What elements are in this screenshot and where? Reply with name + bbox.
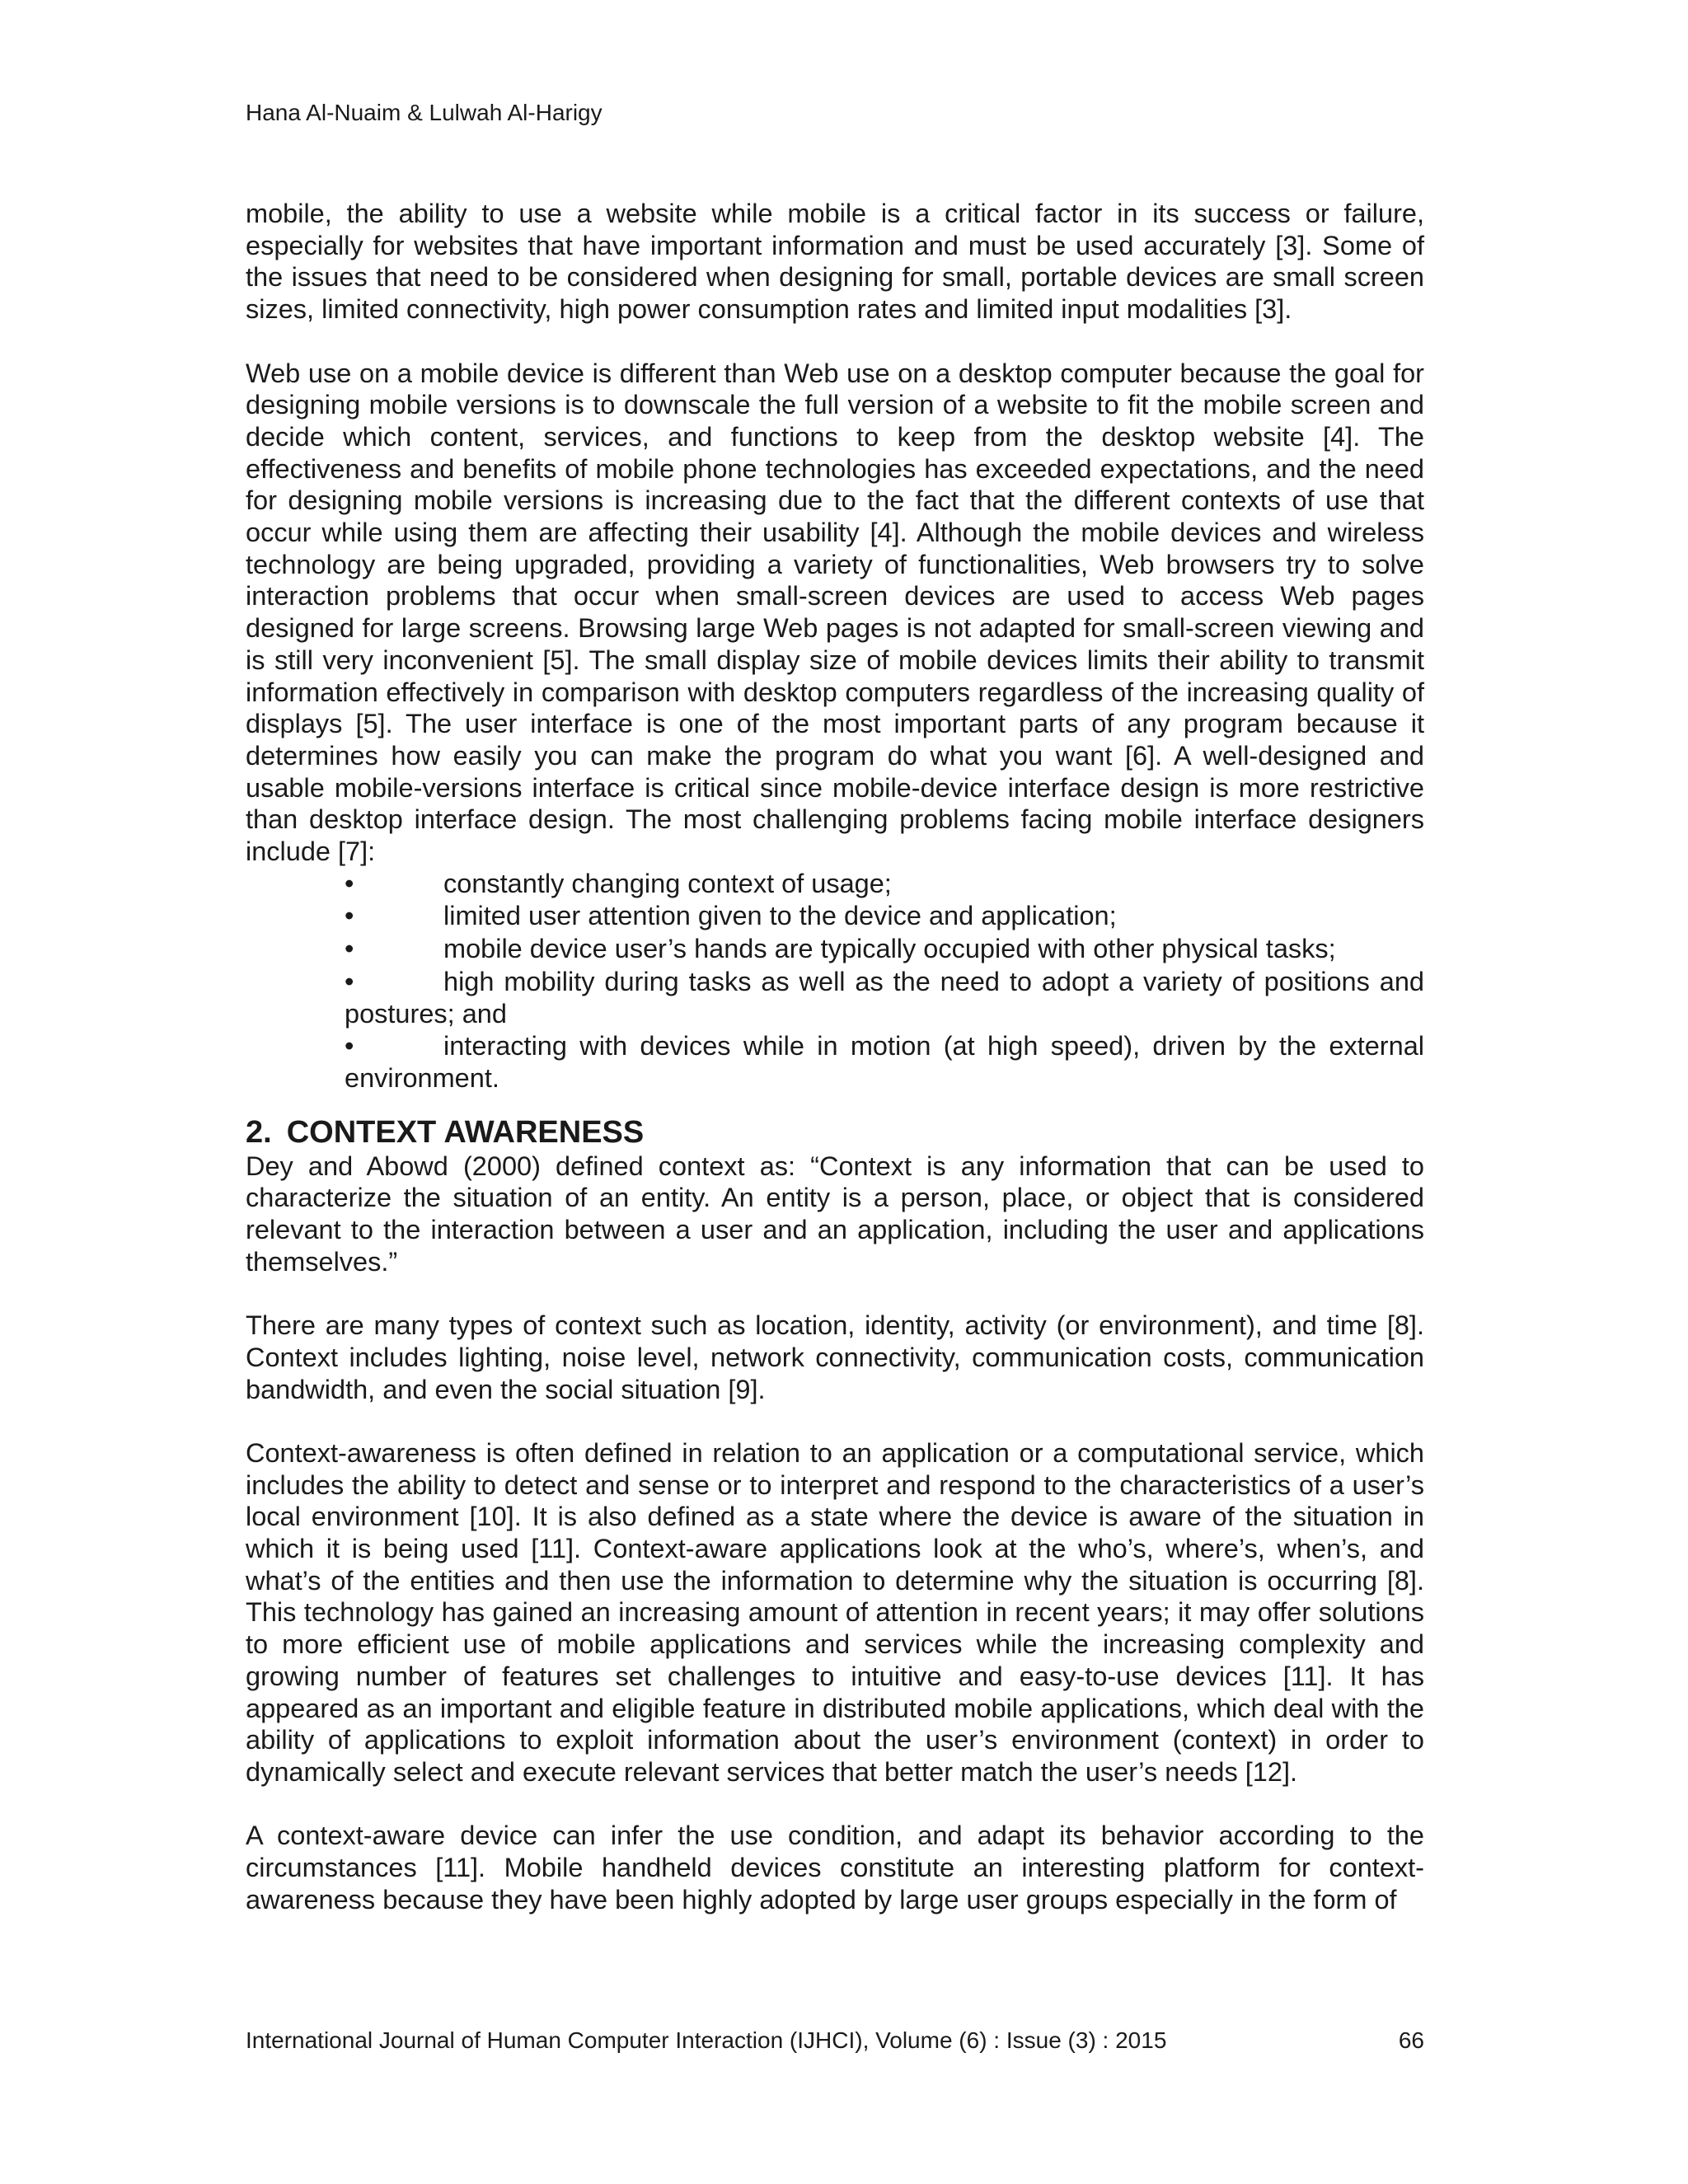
bullet-icon: •	[345, 966, 354, 996]
bullet-icon: •	[345, 1031, 354, 1062]
journal-citation: International Journal of Human Computer Interaction (IJHCI), Volume (6) : Issue (3) : 2015	[246, 2027, 1167, 2053]
section-title: CONTEXT AWARENESS	[286, 1114, 645, 1150]
paragraph-web-use-mobile: Web use on a mobile device is different than Web use on a desktop computer because the goal for designing mobile versions is to downscale the full version of a website to fit the mobile screen and decide which content, services, and functions to keep from the desktop website [4]. The effectiveness and benefits of mobile phone technologies has exceeded expectations, and the need for designing mobile versions is increasing due to the fact that the different contexts of use that occur while using them are affecting their usability [4]. Although the mobile devices and wireless technology are being upgraded, providing a variety of functionalities, Web browsers try to solve interaction problems that occur when small-screen devices are used to access Web pages designed for large screens. Browsing large Web pages is not adapted for small-screen viewing and is still very inconvenient [5]. The small display size of mobile devices limits their ability to transmit information effectively in comparison with desktop computers regardless of the increasing quality of displays [5]. The user interface is one of the most important parts of any program because it determines how easily you can make the program do what you want [6]. A well-designed and usable mobile-versions interface is critical since mobile-device interface design is more restrictive than desktop interface design. The most challenging problems facing mobile interface designers include [7]:	[246, 358, 1424, 867]
list-item: • interacting with devices while in motion (at high speed), driven by the external environment.	[345, 1031, 1424, 1093]
bullet-icon: •	[345, 901, 354, 931]
list-item: • mobile device user’s hands are typically occupied with other physical tasks;	[345, 934, 1336, 964]
list-item: • constantly changing context of usage;	[345, 868, 892, 898]
page-body	[246, 198, 1424, 1916]
section-heading-context-awareness	[246, 1114, 1424, 1151]
bullet-icon: •	[345, 934, 354, 964]
paragraph-mobile-ability: mobile, the ability to use a website while mobile is a critical factor in its success or failure, especially for websites that have important information and must be used accurately [3]. Some of the issues that need to be considered when designing for small, portable devices are small screen sizes, limited connectivity, high power consumption rates and limited input modalities [3].	[246, 199, 1424, 325]
list-item: • limited user attention given to the device and application;	[345, 901, 1117, 931]
page-footer	[246, 2027, 1424, 2055]
paragraph-dey-abowd-definition: Dey and Abowd (2000) defined context as: “Context is any information that can be used to characterize the situation of an entity. An entity is a person, place, or object that is considered relevant to the interaction between a user and an application, including the user and applications themselves.”	[246, 1151, 1424, 1277]
paragraph-context-aware-device: A context-aware device can infer the use condition, and adapt its behavior according to the circumstances [11]. Mobile handheld devices constitute an interesting platform for context-awareness because they have been highly adopted by large user groups especially in the form of	[246, 1821, 1424, 1915]
section-number: 2.	[246, 1114, 272, 1150]
paragraph-types-of-context: There are many types of context such as location, identity, activity (or environment), and time [8]. Context includes lighting, noise level, network connectivity, communication costs, communication bandwidth, and even the social situation [9].	[246, 1310, 1424, 1404]
bullet-icon: •	[345, 868, 354, 898]
list-item: • high mobility during tasks as well as the need to adopt a variety of positions and postures; and	[345, 966, 1424, 1029]
challenges-bullet-list	[246, 868, 1424, 1094]
page-number: 66	[1398, 2027, 1424, 2053]
running-head-authors: Hana Al-Nuaim & Lulwah Al-Harigy	[246, 100, 603, 125]
paragraph-context-awareness-definition: Context-awareness is often defined in relation to an application or a computational service, which includes the ability to detect and sense or to interpret and respond to the characteristics of a user’s local environment [10]. It is also defined as a state where the device is aware of the situation in which it is being used [11]. Context-aware applications look at the who’s, where’s, when’s, and what’s of the entities and then use the information to determine why the situation is occurring [8]. This technology has gained an increasing amount of attention in recent years; it may offer solutions to more efficient use of mobile applications and services while the increasing complexity and growing number of features set challenges to intuitive and easy-to-use devices [11]. It has appeared as an important and eligible feature in distributed mobile applications, which deal with the ability of applications to exploit information about the user’s environment (context) in order to dynamically select and execute relevant services that better match the user’s needs [12].	[246, 1437, 1424, 1787]
